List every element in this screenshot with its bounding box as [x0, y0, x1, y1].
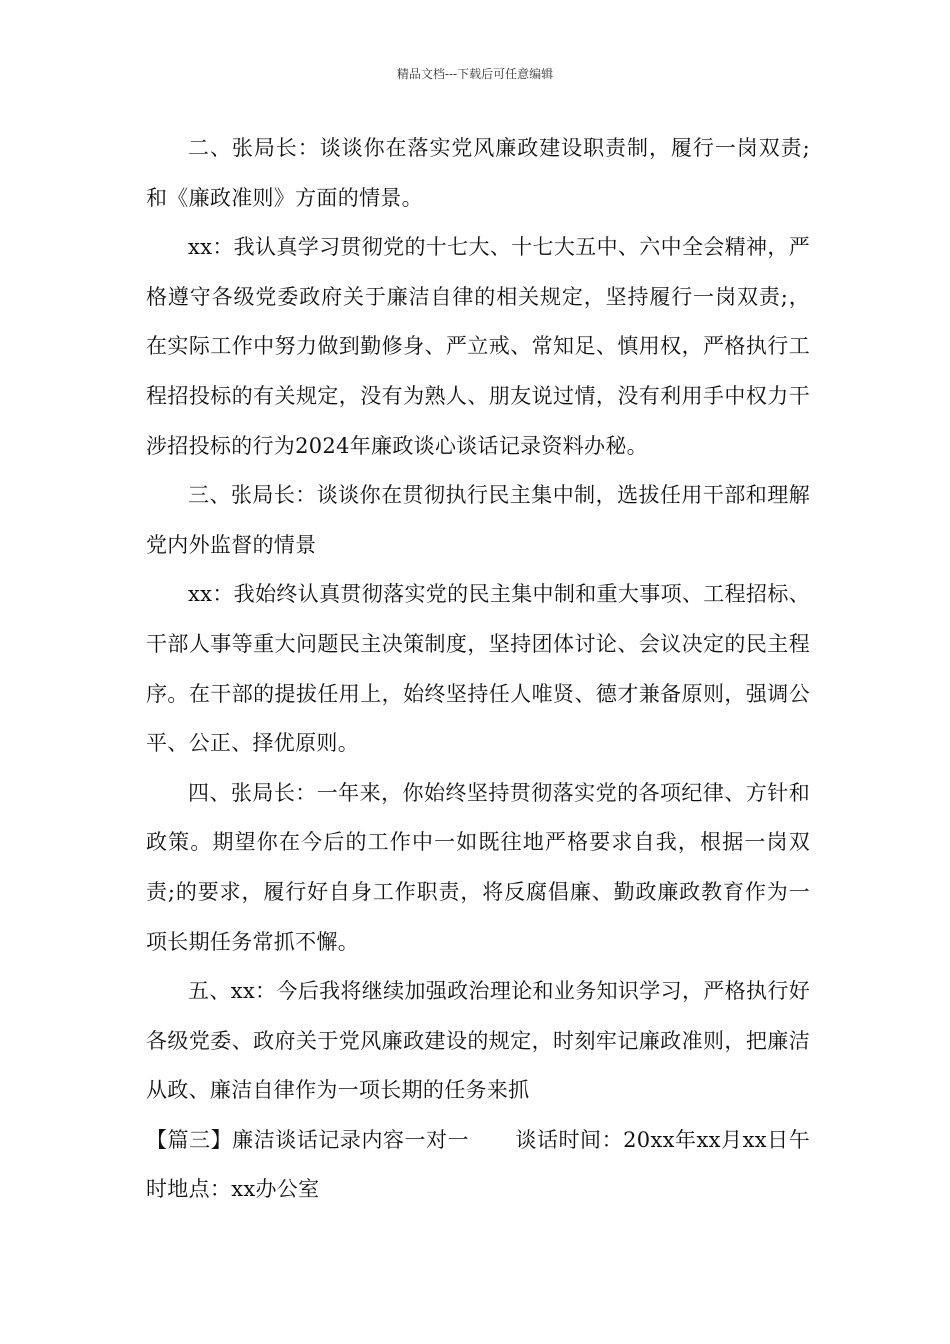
- section-heading: 【篇三】廉洁谈话记录内容一对一: [146, 1127, 470, 1152]
- paragraph-question-2: 二、张局长：谈谈你在落实党风廉政建设职责制，履行一岗双责;和《廉政准则》方面的情景。: [146, 136, 810, 210]
- document-body: [146, 124, 810, 1215]
- interview-time-info: 谈话时间：20xx年xx月xx日午时地点：xx办公室: [146, 1127, 810, 1202]
- section-heading-paragraph: [146, 1116, 810, 1215]
- paragraph-answer-2: xx：我认真学习贯彻党的十七大、十七大五中、六中全会精神，严格遵守各级党委政府关于廉洁自律的相关规定，坚持履行一岗双责;，在实际工作中努力做到勤修身、严立戒、常知足、慎用权，严格执行工程招投标的有关规定，没有为熟人、朋友说过情，没有利用手中权力干涉招投标的行为2024年廉政谈心谈话记录资料办秘。: [146, 235, 810, 458]
- page-header: 精品文档---下载后可任意编辑: [396, 67, 554, 81]
- paragraph-answer-3: xx：我始终认真贯彻落实党的民主集中制和重大事项、工程招标、干部人事等重大问题民主决策制度，坚持团体讨论、会议决定的民主程序。在干部的提拔任用上，始终坚持任人唯贤、德才兼备原则，强调公平、公正、择优原则。: [146, 582, 810, 756]
- paragraph-answer-5: 五、xx：今后我将继续加强政治理论和业务知识学习，严格执行好各级党委、政府关于党风廉政建设的规定，时刻牢记廉政准则，把廉洁从政、廉洁自律作为一项长期的任务来抓: [146, 979, 810, 1103]
- paragraph-question-4: 四、张局长：一年来，你始终坚持贯彻落实党的各项纪律、方针和政策。期望你在今后的工作中一如既往地严格要求自我，根据一岗双责;的要求，履行好自身工作职责，将反腐倡廉、勤政廉政教育作为一项长期任务常抓不懈。: [146, 780, 810, 954]
- paragraph-question-3: 三、张局长：谈谈你在贯彻执行民主集中制，选拔任用干部和理解党内外监督的情景: [146, 483, 810, 557]
